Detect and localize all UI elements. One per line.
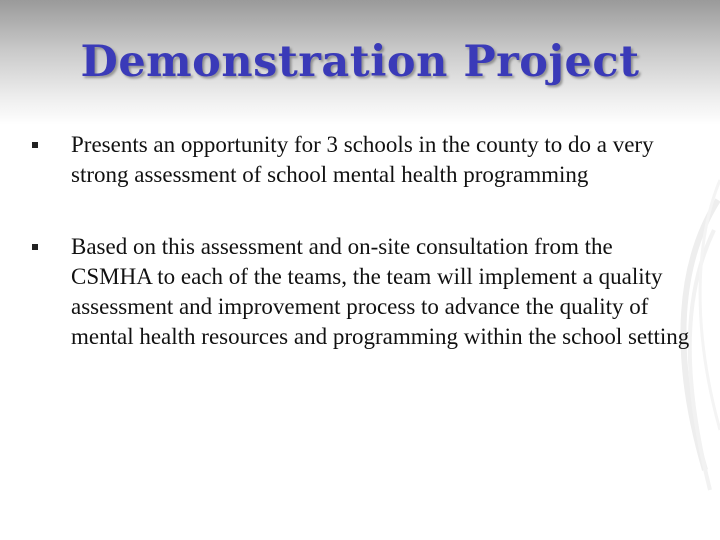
bullet-text: Presents an opportunity for 3 schools in the county to do a very strong assessment of school mental health programming xyxy=(71,132,654,187)
square-bullet-icon xyxy=(32,142,38,148)
bullet-list xyxy=(30,130,690,352)
slide-title: Demonstration Project xyxy=(80,37,640,87)
bullet-item xyxy=(30,232,690,352)
square-bullet-icon xyxy=(32,244,38,250)
bullet-text: Based on this assessment and on-site consultation from the CSMHA to each of the teams, the team will implement a quality assessment and improvement process to advance the quality of mental health resources and programming within the school setting xyxy=(71,234,690,349)
bullet-item xyxy=(30,130,690,190)
